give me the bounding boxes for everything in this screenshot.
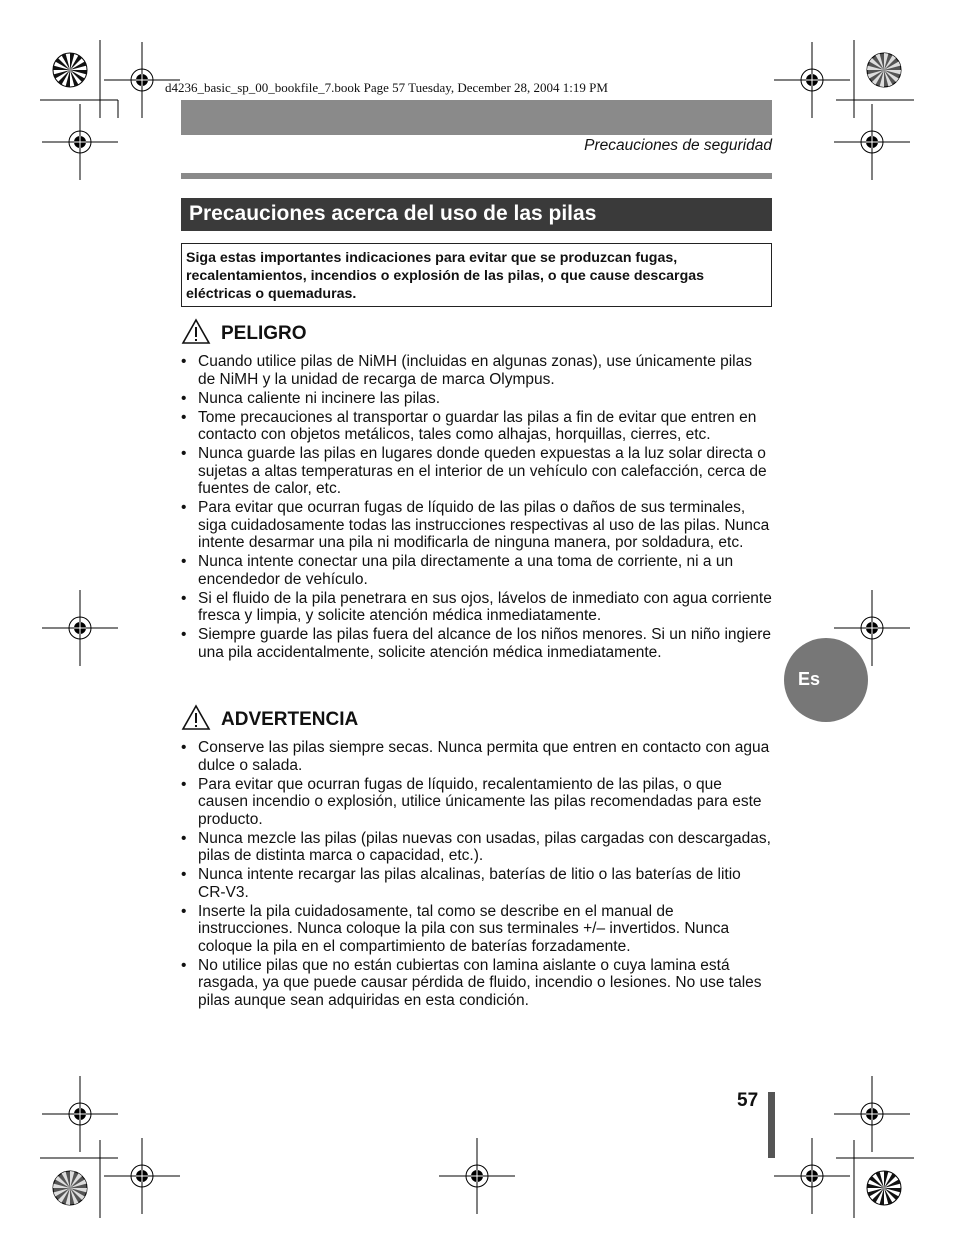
registration-crosshair-icon: [834, 1076, 910, 1152]
advertencia-heading: [181, 704, 358, 731]
registration-crosshair-icon: [104, 1138, 180, 1214]
registration-rosette-icon: [53, 53, 87, 87]
list-item: • Inserte la pila cuidadosamente, tal como se describe en el manual de instrucciones. Nunca coloque la pila con sus terminales +/– invertidos. Nunca coloque la pila en el compartimiento de baterías forzadamente.: [181, 903, 772, 956]
registration-crosshair-icon: [834, 104, 910, 180]
header-rule: [181, 173, 772, 179]
registration-rosette-icon: [53, 1171, 87, 1205]
list-item: • Para evitar que ocurran fugas de líquido, recalentamiento de las pilas, o que causen incendio o explosión, utilice únicamente las pilas recomendadas para este producto.: [181, 776, 772, 829]
page-edge-bar: [768, 1092, 775, 1158]
registration-crosshair-icon: [42, 590, 118, 666]
list-item: • Nunca intente conectar una pila directamente a una toma de corriente, ni a un encendedor de vehículo.: [181, 553, 772, 588]
peligro-heading: [181, 318, 307, 345]
list-item: • Cuando utilice pilas de NiMH (incluidas en algunas zonas), use únicamente pilas de NiMH y la unidad de recarga de marca Olympus.: [181, 353, 772, 388]
language-tab: Es: [784, 638, 868, 722]
registration-crosshair-icon: [774, 1138, 850, 1214]
registration-crosshair-icon: [42, 1076, 118, 1152]
safety-notice-box: Siga estas importantes indicaciones para evitar que se produzcan fugas, recalentamientos, incendios o explosión de las pilas, o que cause descargas eléctricas o quemaduras.: [181, 243, 772, 307]
list-item: • Siempre guarde las pilas fuera del alcance de los niños menores. Si un niño ingiere una pila accidentalmente, solicite atención médica inmediatamente.: [181, 626, 772, 661]
page-title: Precauciones acerca del uso de las pilas: [181, 198, 772, 231]
warning-triangle-icon: [181, 318, 211, 345]
list-item: • Nunca guarde las pilas en lugares donde queden expuestas a la luz solar directa o sujetas a altas temperaturas en el interior de un vehículo con calefacción, cerca de fuentes de calor, etc.: [181, 445, 772, 498]
warning-triangle-icon: [181, 704, 211, 731]
section-header: Precauciones de seguridad: [584, 137, 772, 154]
print-info-line: d4236_basic_sp_00_bookfile_7.book Page 57 Tuesday, December 28, 2004 1:19 PM: [165, 80, 608, 95]
registration-crosshair-icon: [774, 42, 850, 118]
list-item: • Tome precauciones al transportar o guardar las pilas a fin de evitar que entren en contacto con objetos metálicos, tales como alhajas, horquillas, cierres, etc.: [181, 409, 772, 444]
registration-crosshair-icon: [42, 104, 118, 180]
advertencia-list: [181, 739, 772, 1011]
registration-rosette-icon: [867, 1171, 901, 1205]
page-number: 57: [737, 1090, 759, 1111]
peligro-list: [181, 353, 772, 663]
peligro-heading-label: PELIGRO: [221, 323, 307, 344]
registration-rosette-icon: [867, 53, 901, 87]
advertencia-heading-label: ADVERTENCIA: [221, 709, 359, 730]
list-item: • Nunca intente recargar las pilas alcalinas, baterías de litio o las baterías de litio CR-V3.: [181, 866, 772, 901]
list-item: • Si el fluido de la pila penetrara en sus ojos, lávelos de inmediato con agua corriente fresca y limpia, y solicite atención médica inmediatamente.: [181, 590, 772, 625]
list-item: • Para evitar que ocurran fugas de líquido de las pilas o daños de sus terminales, siga cuidadosamente todas las instrucciones respectivas al uso de las pilas. Nunca intente desarmar una pila ni modificarla de ninguna manera, por soldadura, etc.: [181, 499, 772, 552]
list-item: • Nunca mezcle las pilas (pilas nuevas con usadas, pilas cargadas con descargadas, pilas de distinta marca o capacidad, etc.).: [181, 830, 772, 865]
header-band: [181, 100, 772, 135]
list-item: • Conserve las pilas siempre secas. Nunca permita que entren en contacto con agua dulce o salada.: [181, 739, 772, 774]
list-item: • No utilice pilas que no están cubiertas con lamina aislante o cuya lamina está rasgada, ya que puede causar pérdida de fluido, incendio o lesiones. No use tales pilas aunque sean adquiridas en esta condición.: [181, 957, 772, 1010]
registration-crosshair-icon: [439, 1138, 515, 1214]
list-item: • Nunca caliente ni incinere las pilas.: [181, 390, 772, 408]
